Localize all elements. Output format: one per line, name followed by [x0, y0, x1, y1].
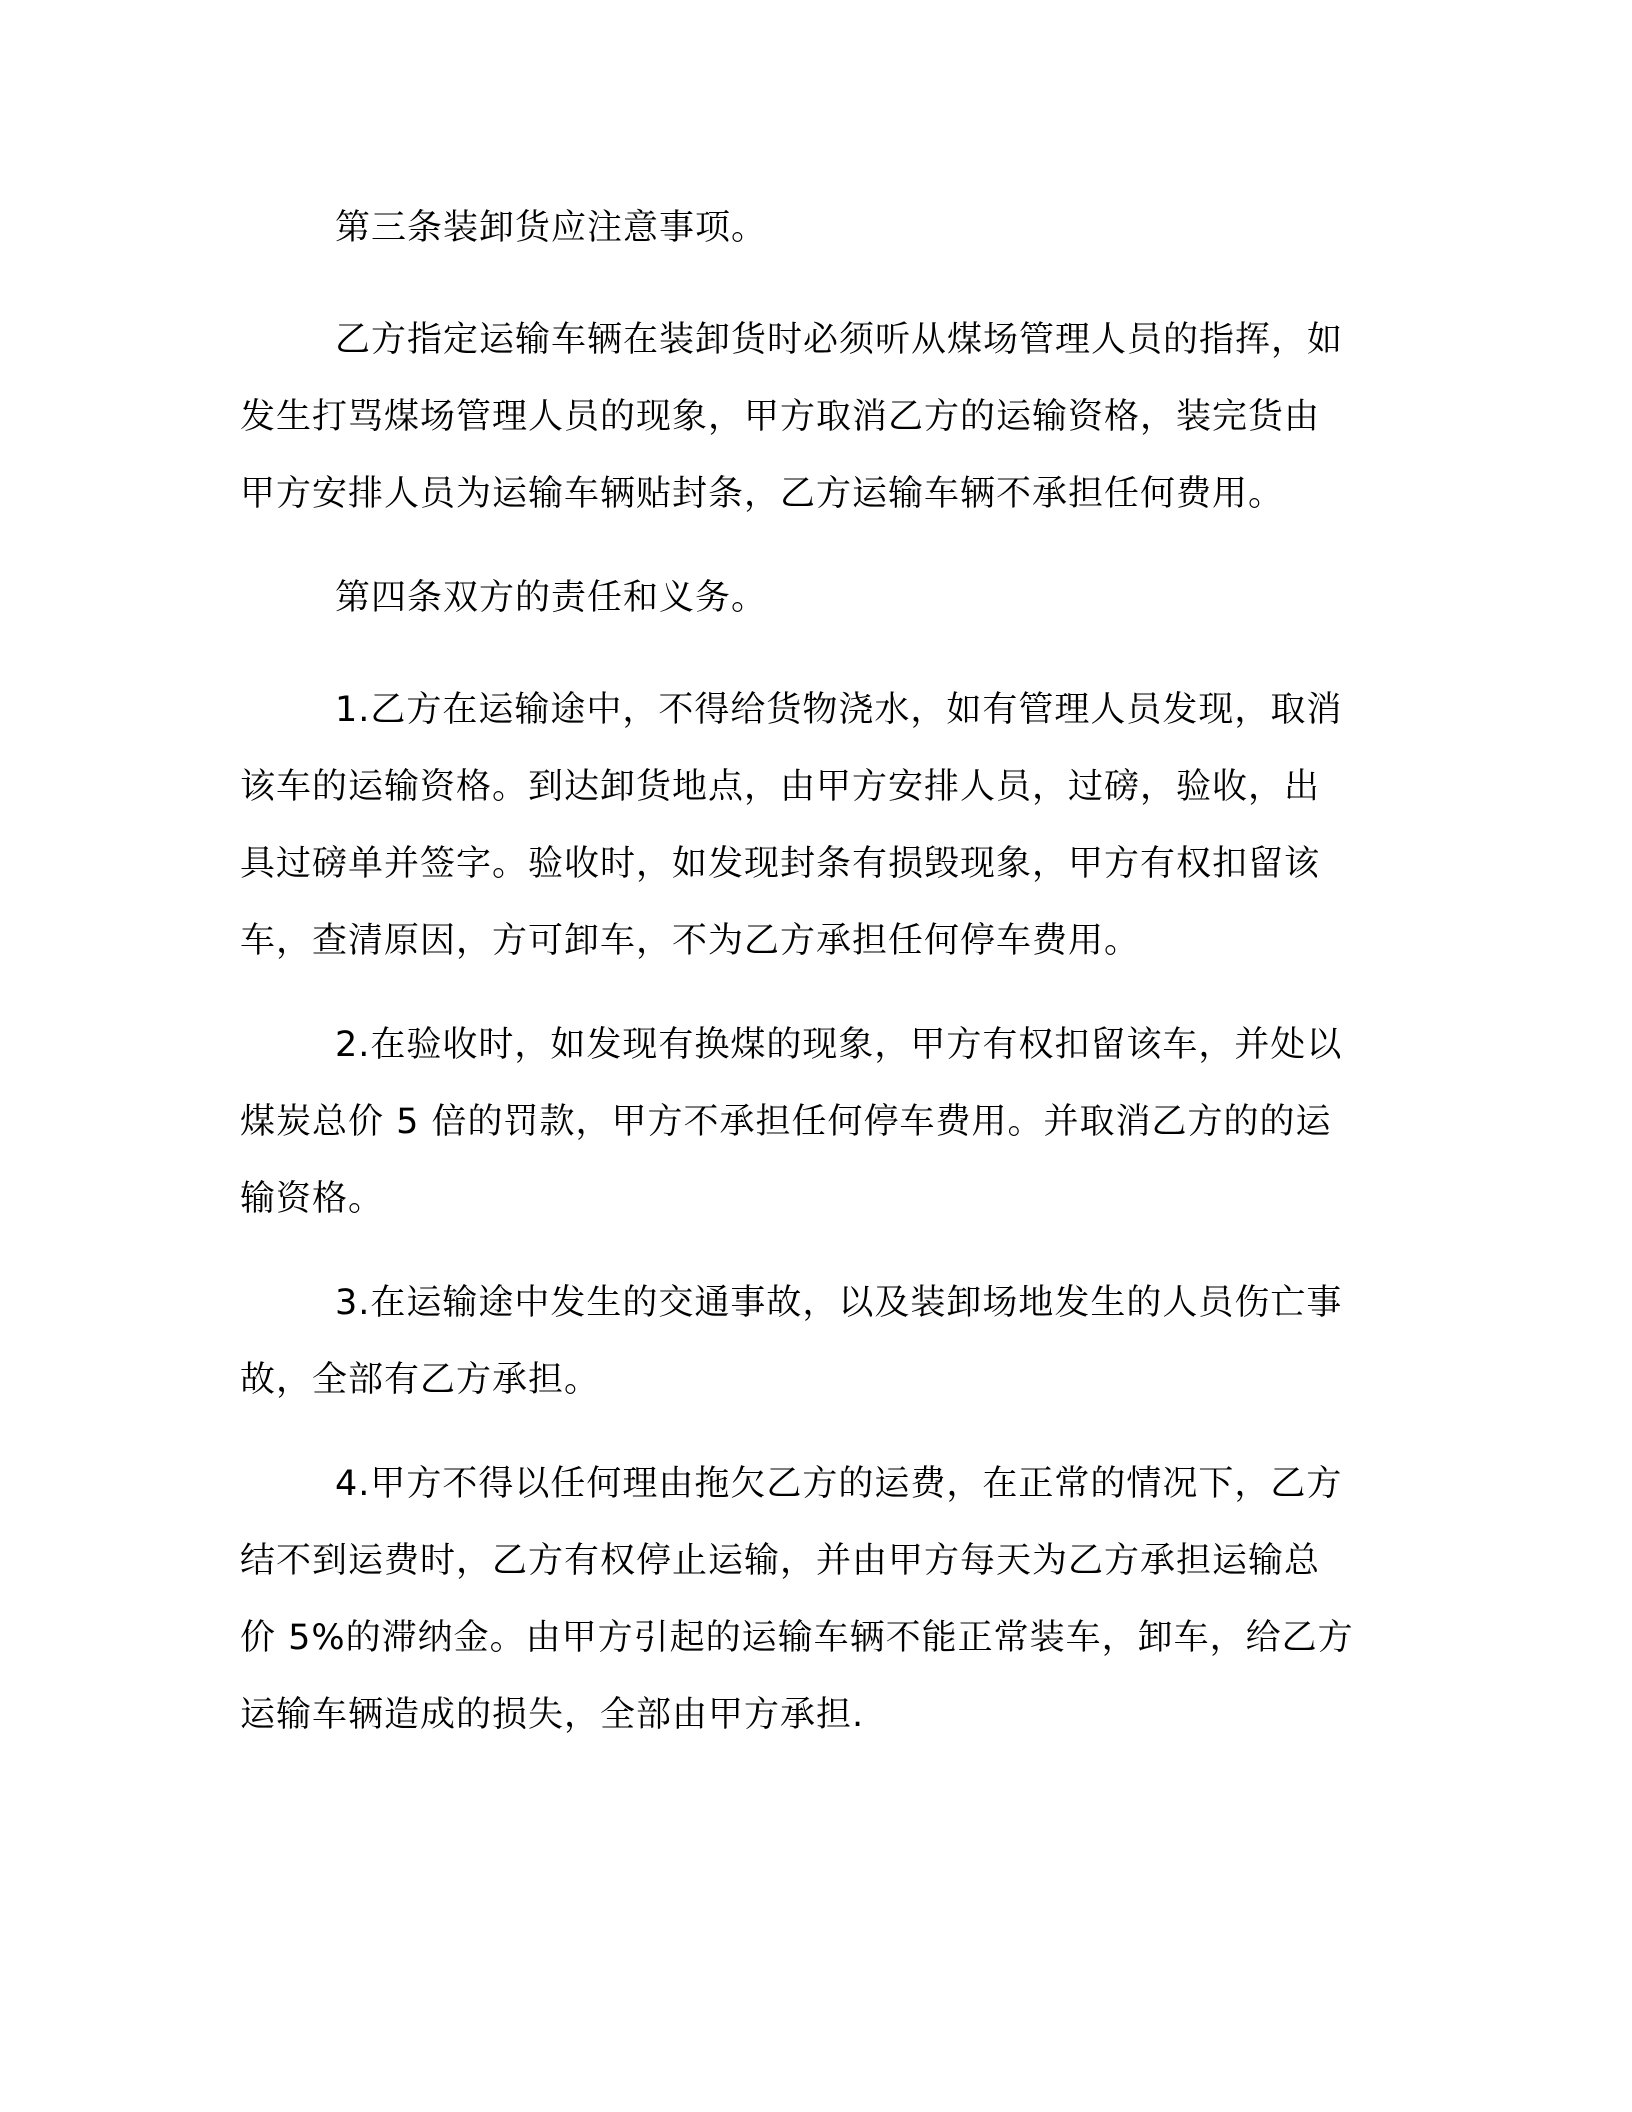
document-page	[240, 190, 1380, 2090]
article-4-title: 第四条双方的责任和义务。	[335, 578, 768, 618]
article-4-item-2: 2.在验收时，如发现有换煤的现象，甲方有权扣留该车，并处以 煤炭总价 5 倍的罚款，甲方不承担任何停车费用。并取消乙方的的运 输资格。	[240, 1025, 1343, 1219]
article-3-title: 第三条装卸货应注意事项。	[335, 208, 768, 248]
article-4-item-3: 3.在运输途中发生的交通事故，以及装卸场地发生的人员伤亡事 故，全部有乙方承担。	[240, 1283, 1343, 1400]
article-4-item-1: 1.乙方在运输途中，不得给货物浇水，如有管理人员发现，取消 该车的运输资格。到达卸货地点，由甲方安排人员，过磅，验收，出 具过磅单并签字。验收时，如发现封条有损毁现象，甲方有权扣留该 车，查清原因，方可卸车，不为乙方承担任何停车费用。	[240, 690, 1343, 961]
article-3-body: 乙方指定运输车辆在装卸货时必须听从煤场管理人员的指挥，如 发生打骂煤场管理人员的现象，甲方取消乙方的运输资格，装完货由 甲方安排人员为运输车辆贴封条，乙方运输车辆不承担任何费用。	[240, 320, 1344, 514]
article-4-item-4: 4.甲方不得以任何理由拖欠乙方的运费，在正常的情况下，乙方 结不到运费时，乙方有权停止运输，并由甲方每天为乙方承担运输总 价 5%的滞纳金。由甲方引起的运输车辆不能正常装车，卸车，给乙方 运输车辆造成的损失，全部由甲方承担.	[240, 1464, 1354, 1735]
